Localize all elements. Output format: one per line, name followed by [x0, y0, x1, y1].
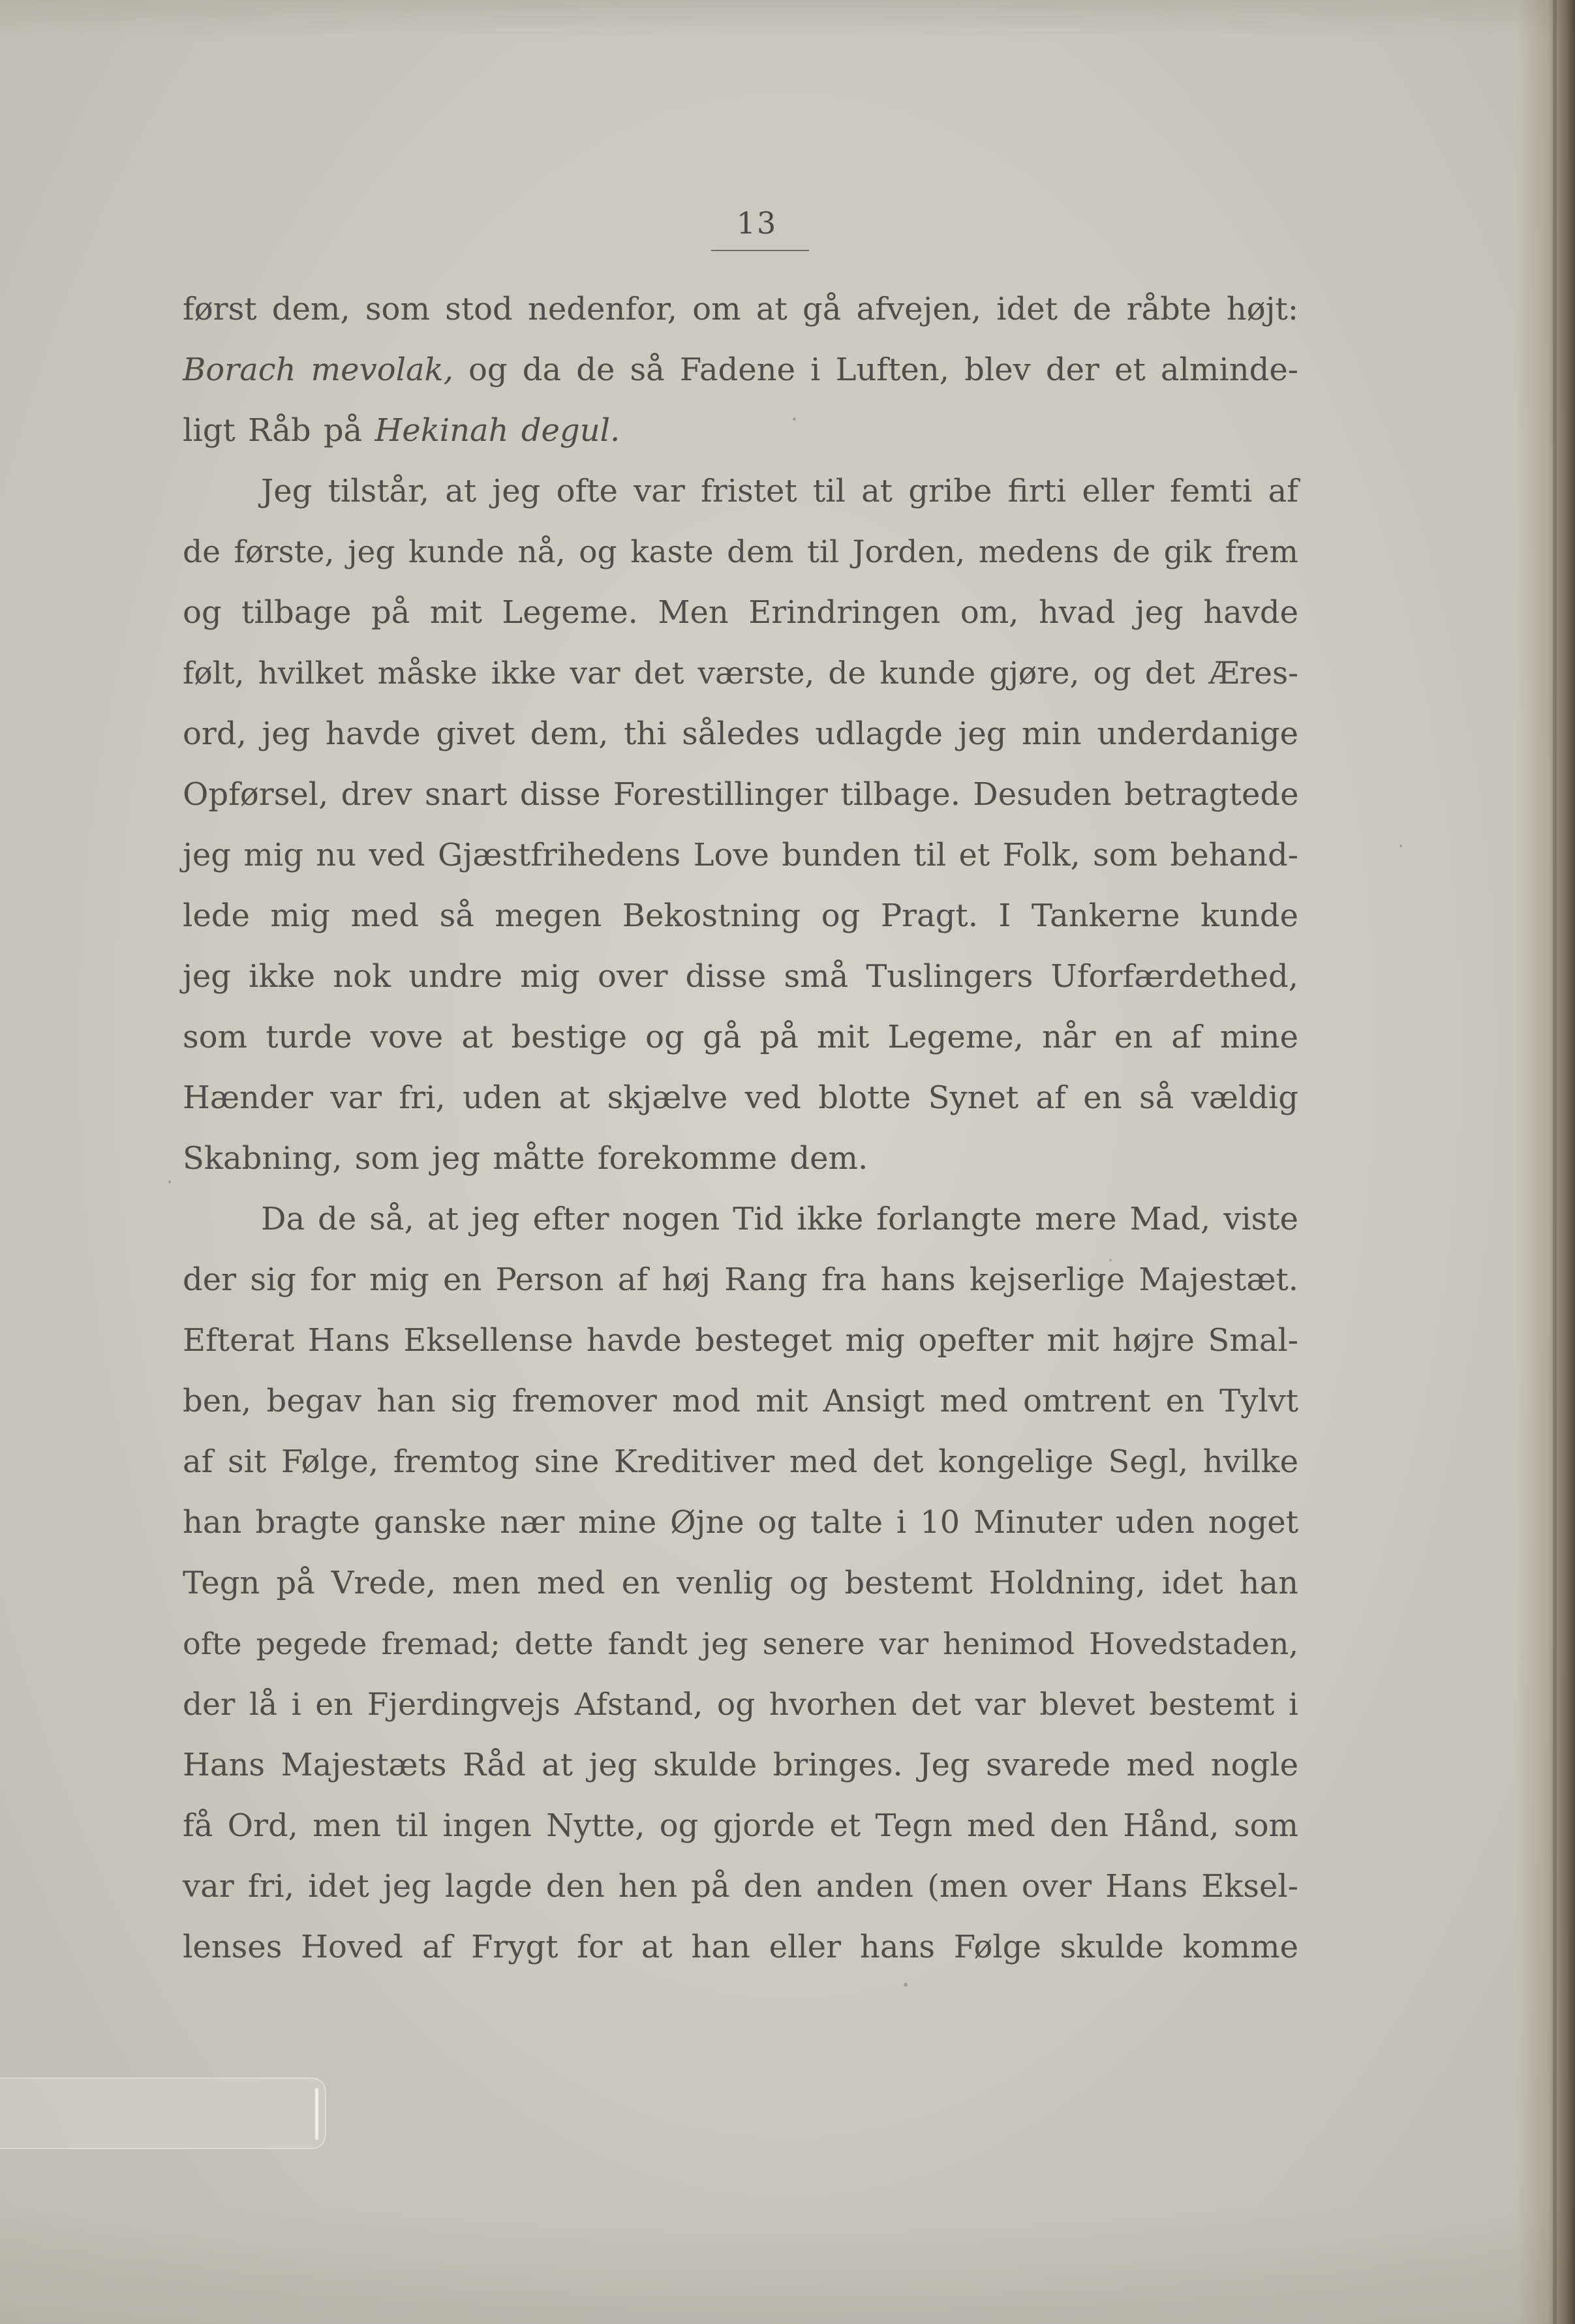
text-line: [183, 1432, 1298, 1492]
text-line: [183, 825, 1298, 886]
text-line: [183, 1553, 1298, 1614]
page-number-rule: [711, 250, 809, 251]
text-line: [183, 1856, 1298, 1917]
text-line: [183, 1674, 1298, 1735]
paper-speck: [168, 1181, 171, 1183]
text-line: [183, 1917, 1298, 1978]
text-line: [183, 1796, 1298, 1856]
text-span: Jeg tilstår, at jeg ofte var fristet til at gribe firti eller femti af: [261, 473, 1298, 509]
text-line: [183, 461, 1298, 522]
text-span: og da de så Fadene i Luften, blev der et alminde-: [453, 352, 1298, 388]
text-span: som turde vove at bestige og gå på mit Legeme, når en af mine: [183, 1019, 1298, 1055]
text-line: [183, 279, 1298, 340]
text-span: Hans Majestæts Råd at jeg skulde bringes. Jeg svarede med nogle: [183, 1747, 1298, 1783]
page-number: 13: [736, 205, 778, 241]
text-line: [183, 582, 1298, 643]
text-span: de første, jeg kunde nå, og kaste dem til Jorden, medens de gik frem: [183, 534, 1298, 570]
text-line: [183, 1068, 1298, 1128]
scanner-tab-mark: [0, 2077, 326, 2149]
text-span: der lå i en Fjerdingvejs Afstand, og hvorhen det var blevet bestemt i: [183, 1687, 1298, 1723]
text-line: [183, 522, 1298, 582]
text-span: Efterat Hans Eksellense havde besteget mig opefter mit højre Smal-: [183, 1322, 1298, 1359]
text-span: Da de så, at jeg efter nogen Tid ikke forlangte mere Mad, viste: [261, 1201, 1298, 1237]
text-span: jeg ikke nok undre mig over disse små Tuslingers Uforfærdethed,: [183, 958, 1298, 995]
text-span: han bragte ganske nær mine Øjne og talte i 10 Minuter uden noget: [183, 1504, 1298, 1541]
text-line: [183, 340, 1298, 400]
page-bottom-shading: [0, 2207, 1575, 2324]
italic-phrase: Borach mevolak,: [183, 352, 453, 388]
text-line: [183, 704, 1298, 764]
text-line: [183, 1614, 1298, 1674]
text-line: [183, 1371, 1298, 1432]
body-text: [183, 279, 1298, 1978]
text-span: Opførsel, drev snart disse Forestillinger tilbage. Desuden betragtede: [183, 776, 1299, 813]
text-span: Tegn på Vrede, men med en venlig og bestemt Holdning, idet han: [183, 1565, 1298, 1601]
text-span: af sit Følge, fremtog sine Kreditiver med det kongelige Segl, hvilke: [183, 1443, 1298, 1480]
text-line: [183, 1128, 1298, 1189]
text-span: Hænder var fri, uden at skjælve ved blotte Synet af en så vældig: [183, 1079, 1298, 1116]
text-span: følt, hvilket måske ikke var det værste, de kunde gjøre, og det Æres-: [183, 656, 1298, 691]
page-edge-line: [1553, 0, 1557, 2324]
paper-speck: [904, 1983, 908, 1987]
paper-speck: [793, 417, 796, 421]
text-line: [183, 946, 1298, 1007]
page-top-shading: [0, 0, 1575, 39]
text-line: [183, 1189, 1298, 1250]
text-span: ligt Råb på: [183, 412, 375, 449]
text-span: få Ord, men til ingen Nytte, og gjorde et Tegn med den Hånd, som: [183, 1807, 1298, 1844]
text-line: [183, 400, 1298, 461]
text-line: [183, 764, 1298, 825]
paper-speck: [1109, 1259, 1112, 1261]
text-span: ofte pegede fremad; dette fandt jeg senere var henimod Hovedstaden,: [183, 1626, 1298, 1661]
text-span: ord, jeg havde givet dem, thi således udlagde jeg min underdanige: [183, 716, 1298, 752]
page-binding-edge: [1516, 0, 1575, 2324]
text-span: lenses Hoved af Frygt for at han eller hans Følge skulde komme: [183, 1929, 1298, 1965]
text-span: jeg mig nu ved Gjæstfrihedens Love bunden til et Folk, som behand-: [183, 837, 1298, 873]
paper-speck: [1399, 845, 1402, 847]
text-span: og tilbage på mit Legeme. Men Erindringen om, hvad jeg havde: [183, 594, 1298, 631]
text-span: var fri, idet jeg lagde den hen på den anden (men over Hans Eksel-: [183, 1868, 1298, 1905]
text-span: ben, begav han sig fremover mod mit Ansigt med omtrent en Tylvt: [183, 1383, 1298, 1419]
text-line: [183, 643, 1298, 704]
text-line: [183, 1492, 1298, 1553]
text-line: [183, 1250, 1298, 1310]
text-span: lede mig med så megen Bekostning og Pragt. I Tankerne kunde: [183, 898, 1298, 934]
text-line: [183, 1007, 1298, 1068]
text-span: Skabning, som jeg måtte forekomme dem.: [183, 1140, 868, 1177]
text-span: først dem, som stod nedenfor, om at gå afvejen, idet de råbte højt:: [183, 291, 1298, 327]
text-line: [183, 1735, 1298, 1796]
text-span: der sig for mig en Person af høj Rang fra hans kejserlige Majestæt.: [183, 1261, 1298, 1298]
italic-phrase: Hekinah degul.: [375, 412, 620, 449]
text-line: [183, 1310, 1298, 1371]
text-line: [183, 886, 1298, 946]
